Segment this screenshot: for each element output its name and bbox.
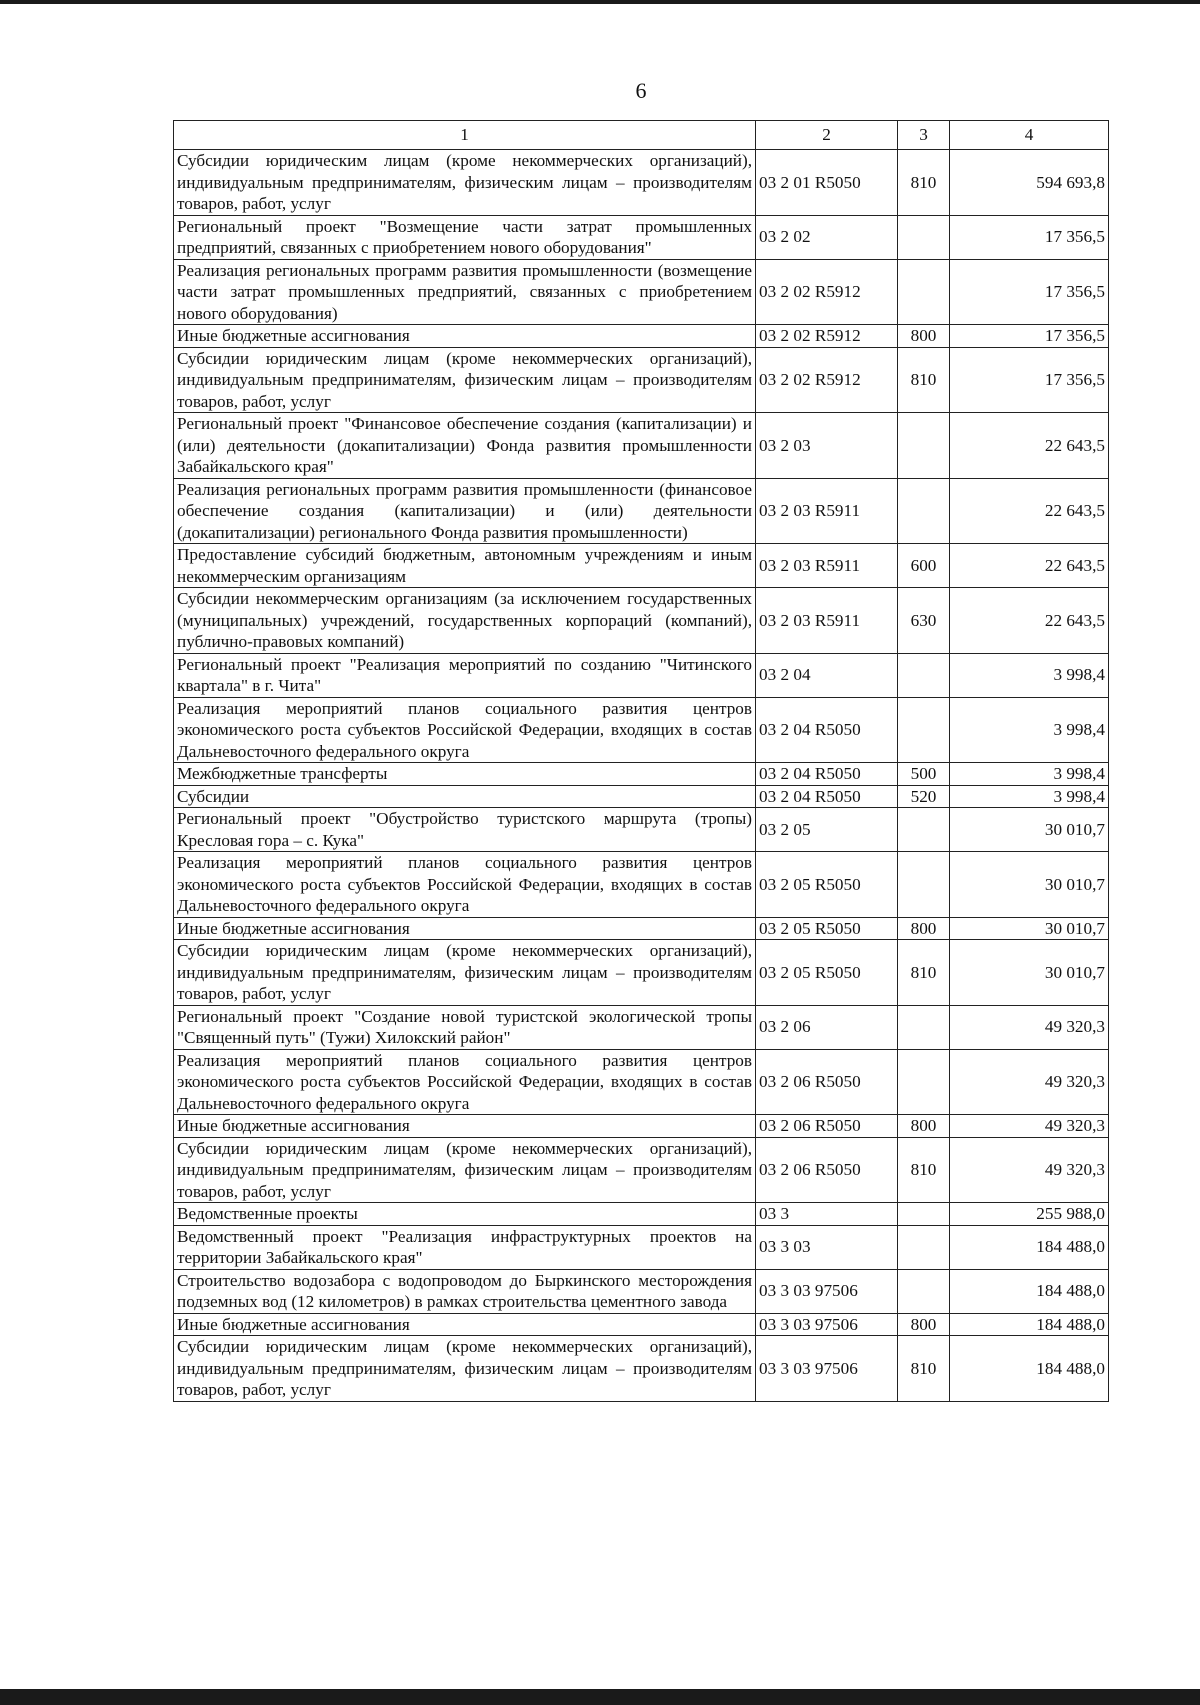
- table-row: [174, 940, 1109, 1006]
- row-amount: 30 010,7: [950, 917, 1109, 940]
- row-name: Субсидии юридическим лицам (кроме некоммерческих организаций), индивидуальным предпринимателям, физическим лицам – производителям товаров, работ, услуг: [174, 347, 756, 413]
- row-name: Субсидии юридическим лицам (кроме некоммерческих организаций), индивидуальным предпринимателям, физическим лицам – производителям товаров, работ, услуг: [174, 940, 756, 1006]
- row-amount: 49 320,3: [950, 1115, 1109, 1138]
- row-name: Субсидии юридическим лицам (кроме некоммерческих организаций), индивидуальным предпринимателям, физическим лицам – производителям товаров, работ, услуг: [174, 1336, 756, 1402]
- row-code: 03 2 02: [756, 215, 898, 259]
- table-row: [174, 763, 1109, 786]
- table-row: [174, 1225, 1109, 1269]
- row-name: Реализация мероприятий планов социального развития центров экономического роста субъектов Российской Федерации, входящих в состав Дальневосточного федерального округа: [174, 697, 756, 763]
- row-code: 03 2 03 R5911: [756, 544, 898, 588]
- row-name: Предоставление субсидий бюджетным, автономным учреждениям и иным некоммерческим организациям: [174, 544, 756, 588]
- row-code: 03 2 06 R5050: [756, 1115, 898, 1138]
- row-expense-type: [898, 808, 950, 852]
- row-amount: 3 998,4: [950, 763, 1109, 786]
- row-amount: 22 643,5: [950, 544, 1109, 588]
- row-amount: 594 693,8: [950, 150, 1109, 216]
- row-name: Ведомственный проект "Реализация инфраструктурных проектов на территории Забайкальского края": [174, 1225, 756, 1269]
- row-code: 03 3 03 97506: [756, 1269, 898, 1313]
- row-code: 03 3 03: [756, 1225, 898, 1269]
- row-code: 03 2 03 R5911: [756, 588, 898, 654]
- table-row: [174, 808, 1109, 852]
- row-code: 03 2 04 R5050: [756, 763, 898, 786]
- row-code: 03 2 05 R5050: [756, 917, 898, 940]
- row-code: 03 2 05 R5050: [756, 852, 898, 918]
- column-header-2: 2: [756, 121, 898, 150]
- row-amount: 17 356,5: [950, 347, 1109, 413]
- column-header-1: 1: [174, 121, 756, 150]
- row-name: Иные бюджетные ассигнования: [174, 1115, 756, 1138]
- row-code: 03 3 03 97506: [756, 1336, 898, 1402]
- row-expense-type: [898, 1269, 950, 1313]
- row-expense-type: [898, 697, 950, 763]
- row-expense-type: 800: [898, 325, 950, 348]
- row-name: Субсидии юридическим лицам (кроме некоммерческих организаций), индивидуальным предпринимателям, физическим лицам – производителям товаров, работ, услуг: [174, 150, 756, 216]
- row-code: 03 2 04 R5050: [756, 697, 898, 763]
- row-code: 03 2 05: [756, 808, 898, 852]
- row-name: Иные бюджетные ассигнования: [174, 1313, 756, 1336]
- table-row: [174, 1336, 1109, 1402]
- table-body: [174, 150, 1109, 1402]
- table-row: [174, 785, 1109, 808]
- row-expense-type: [898, 653, 950, 697]
- row-expense-type: 800: [898, 1115, 950, 1138]
- row-amount: 17 356,5: [950, 325, 1109, 348]
- row-expense-type: [898, 1225, 950, 1269]
- row-code: 03 2 06 R5050: [756, 1049, 898, 1115]
- row-expense-type: [898, 1005, 950, 1049]
- row-amount: 22 643,5: [950, 413, 1109, 479]
- row-name: Субсидии некоммерческим организациям (за исключением государственных (муниципальных) учреждений, государственных корпораций (компаний), публично-правовых компаний): [174, 588, 756, 654]
- row-expense-type: 810: [898, 347, 950, 413]
- row-amount: 3 998,4: [950, 785, 1109, 808]
- row-name: Региональный проект "Создание новой туристской экологической тропы "Священный путь" (Тужи) Хилокский район": [174, 1005, 756, 1049]
- row-name: Межбюджетные трансферты: [174, 763, 756, 786]
- table-row: [174, 1005, 1109, 1049]
- row-name: Реализация региональных программ развития промышленности (финансовое обеспечение создания (капитализации) и (или) деятельности (докапитализации) регионального Фонда развития промышленности): [174, 478, 756, 544]
- row-code: 03 2 02 R5912: [756, 347, 898, 413]
- row-amount: 49 320,3: [950, 1005, 1109, 1049]
- row-amount: 22 643,5: [950, 588, 1109, 654]
- row-code: 03 2 05 R5050: [756, 940, 898, 1006]
- row-name: Реализация мероприятий планов социального развития центров экономического роста субъектов Российской Федерации, входящих в состав Дальневосточного федерального округа: [174, 1049, 756, 1115]
- row-name: Строительство водозабора с водопроводом до Быркинского месторождения подземных вод (12 километров) в рамках строительства цементного завода: [174, 1269, 756, 1313]
- row-expense-type: 810: [898, 1137, 950, 1203]
- row-name: Реализация мероприятий планов социального развития центров экономического роста субъектов Российской Федерации, входящих в состав Дальневосточного федерального округа: [174, 852, 756, 918]
- table-row: [174, 413, 1109, 479]
- table-row: [174, 1269, 1109, 1313]
- row-code: 03 2 06: [756, 1005, 898, 1049]
- row-name: Реализация региональных программ развития промышленности (возмещение части затрат промышленных предприятий, связанных с приобретением нового оборудования): [174, 259, 756, 325]
- row-expense-type: 600: [898, 544, 950, 588]
- row-name: Иные бюджетные ассигнования: [174, 325, 756, 348]
- row-expense-type: 810: [898, 940, 950, 1006]
- table-row: [174, 1137, 1109, 1203]
- scan-edge-bottom: [0, 1689, 1200, 1705]
- table-row: [174, 347, 1109, 413]
- table-row: [174, 1203, 1109, 1226]
- row-code: 03 2 04: [756, 653, 898, 697]
- row-expense-type: 520: [898, 785, 950, 808]
- row-code: 03 3: [756, 1203, 898, 1226]
- table-row: [174, 852, 1109, 918]
- row-amount: 3 998,4: [950, 697, 1109, 763]
- row-expense-type: 800: [898, 1313, 950, 1336]
- row-amount: 184 488,0: [950, 1225, 1109, 1269]
- row-amount: 22 643,5: [950, 478, 1109, 544]
- table-row: [174, 325, 1109, 348]
- row-name: Иные бюджетные ассигнования: [174, 917, 756, 940]
- row-amount: 3 998,4: [950, 653, 1109, 697]
- table-row: [174, 917, 1109, 940]
- row-name: Региональный проект "Обустройство туристского маршрута (тропы) Кресловая гора – с. Кука": [174, 808, 756, 852]
- row-amount: 30 010,7: [950, 808, 1109, 852]
- row-amount: 49 320,3: [950, 1049, 1109, 1115]
- row-code: 03 2 03 R5911: [756, 478, 898, 544]
- row-name: Региональный проект "Реализация мероприятий по созданию "Читинского квартала" в г. Чита": [174, 653, 756, 697]
- row-name: Региональный проект "Финансовое обеспечение создания (капитализации) и (или) деятельности (докапитализации) Фонда развития промышленности Забайкальского края": [174, 413, 756, 479]
- row-amount: 255 988,0: [950, 1203, 1109, 1226]
- row-code: 03 2 01 R5050: [756, 150, 898, 216]
- table-row: [174, 150, 1109, 216]
- row-amount: 30 010,7: [950, 940, 1109, 1006]
- row-amount: 17 356,5: [950, 215, 1109, 259]
- table-row: [174, 215, 1109, 259]
- row-expense-type: [898, 478, 950, 544]
- row-expense-type: [898, 259, 950, 325]
- row-code: 03 3 03 97506: [756, 1313, 898, 1336]
- table-row: [174, 259, 1109, 325]
- table-row: [174, 1115, 1109, 1138]
- row-expense-type: 810: [898, 150, 950, 216]
- scan-edge-top: [0, 0, 1200, 4]
- row-code: 03 2 04 R5050: [756, 785, 898, 808]
- row-expense-type: [898, 413, 950, 479]
- row-expense-type: 630: [898, 588, 950, 654]
- row-name: Ведомственные проекты: [174, 1203, 756, 1226]
- row-amount: 184 488,0: [950, 1336, 1109, 1402]
- row-amount: 184 488,0: [950, 1269, 1109, 1313]
- row-code: 03 2 03: [756, 413, 898, 479]
- row-name: Субсидии юридическим лицам (кроме некоммерческих организаций), индивидуальным предпринимателям, физическим лицам – производителям товаров, работ, услуг: [174, 1137, 756, 1203]
- table-row: [174, 544, 1109, 588]
- table-row: [174, 697, 1109, 763]
- row-expense-type: 500: [898, 763, 950, 786]
- row-name: Региональный проект "Возмещение части затрат промышленных предприятий, связанных с приобретением нового оборудования": [174, 215, 756, 259]
- table-row: [174, 1049, 1109, 1115]
- table-row: [174, 653, 1109, 697]
- row-amount: 49 320,3: [950, 1137, 1109, 1203]
- row-name: Субсидии: [174, 785, 756, 808]
- row-amount: 184 488,0: [950, 1313, 1109, 1336]
- row-code: 03 2 02 R5912: [756, 259, 898, 325]
- row-expense-type: [898, 852, 950, 918]
- row-expense-type: [898, 1049, 950, 1115]
- row-code: 03 2 02 R5912: [756, 325, 898, 348]
- table-row: [174, 478, 1109, 544]
- row-amount: 17 356,5: [950, 259, 1109, 325]
- budget-table: [173, 120, 1109, 1402]
- row-expense-type: 810: [898, 1336, 950, 1402]
- table-header-row: [174, 121, 1109, 150]
- column-header-4: 4: [950, 121, 1109, 150]
- table-row: [174, 588, 1109, 654]
- row-expense-type: [898, 215, 950, 259]
- row-code: 03 2 06 R5050: [756, 1137, 898, 1203]
- page-number: 6: [635, 78, 647, 103]
- column-header-3: 3: [898, 121, 950, 150]
- row-expense-type: [898, 1203, 950, 1226]
- table-row: [174, 1313, 1109, 1336]
- row-expense-type: 800: [898, 917, 950, 940]
- row-amount: 30 010,7: [950, 852, 1109, 918]
